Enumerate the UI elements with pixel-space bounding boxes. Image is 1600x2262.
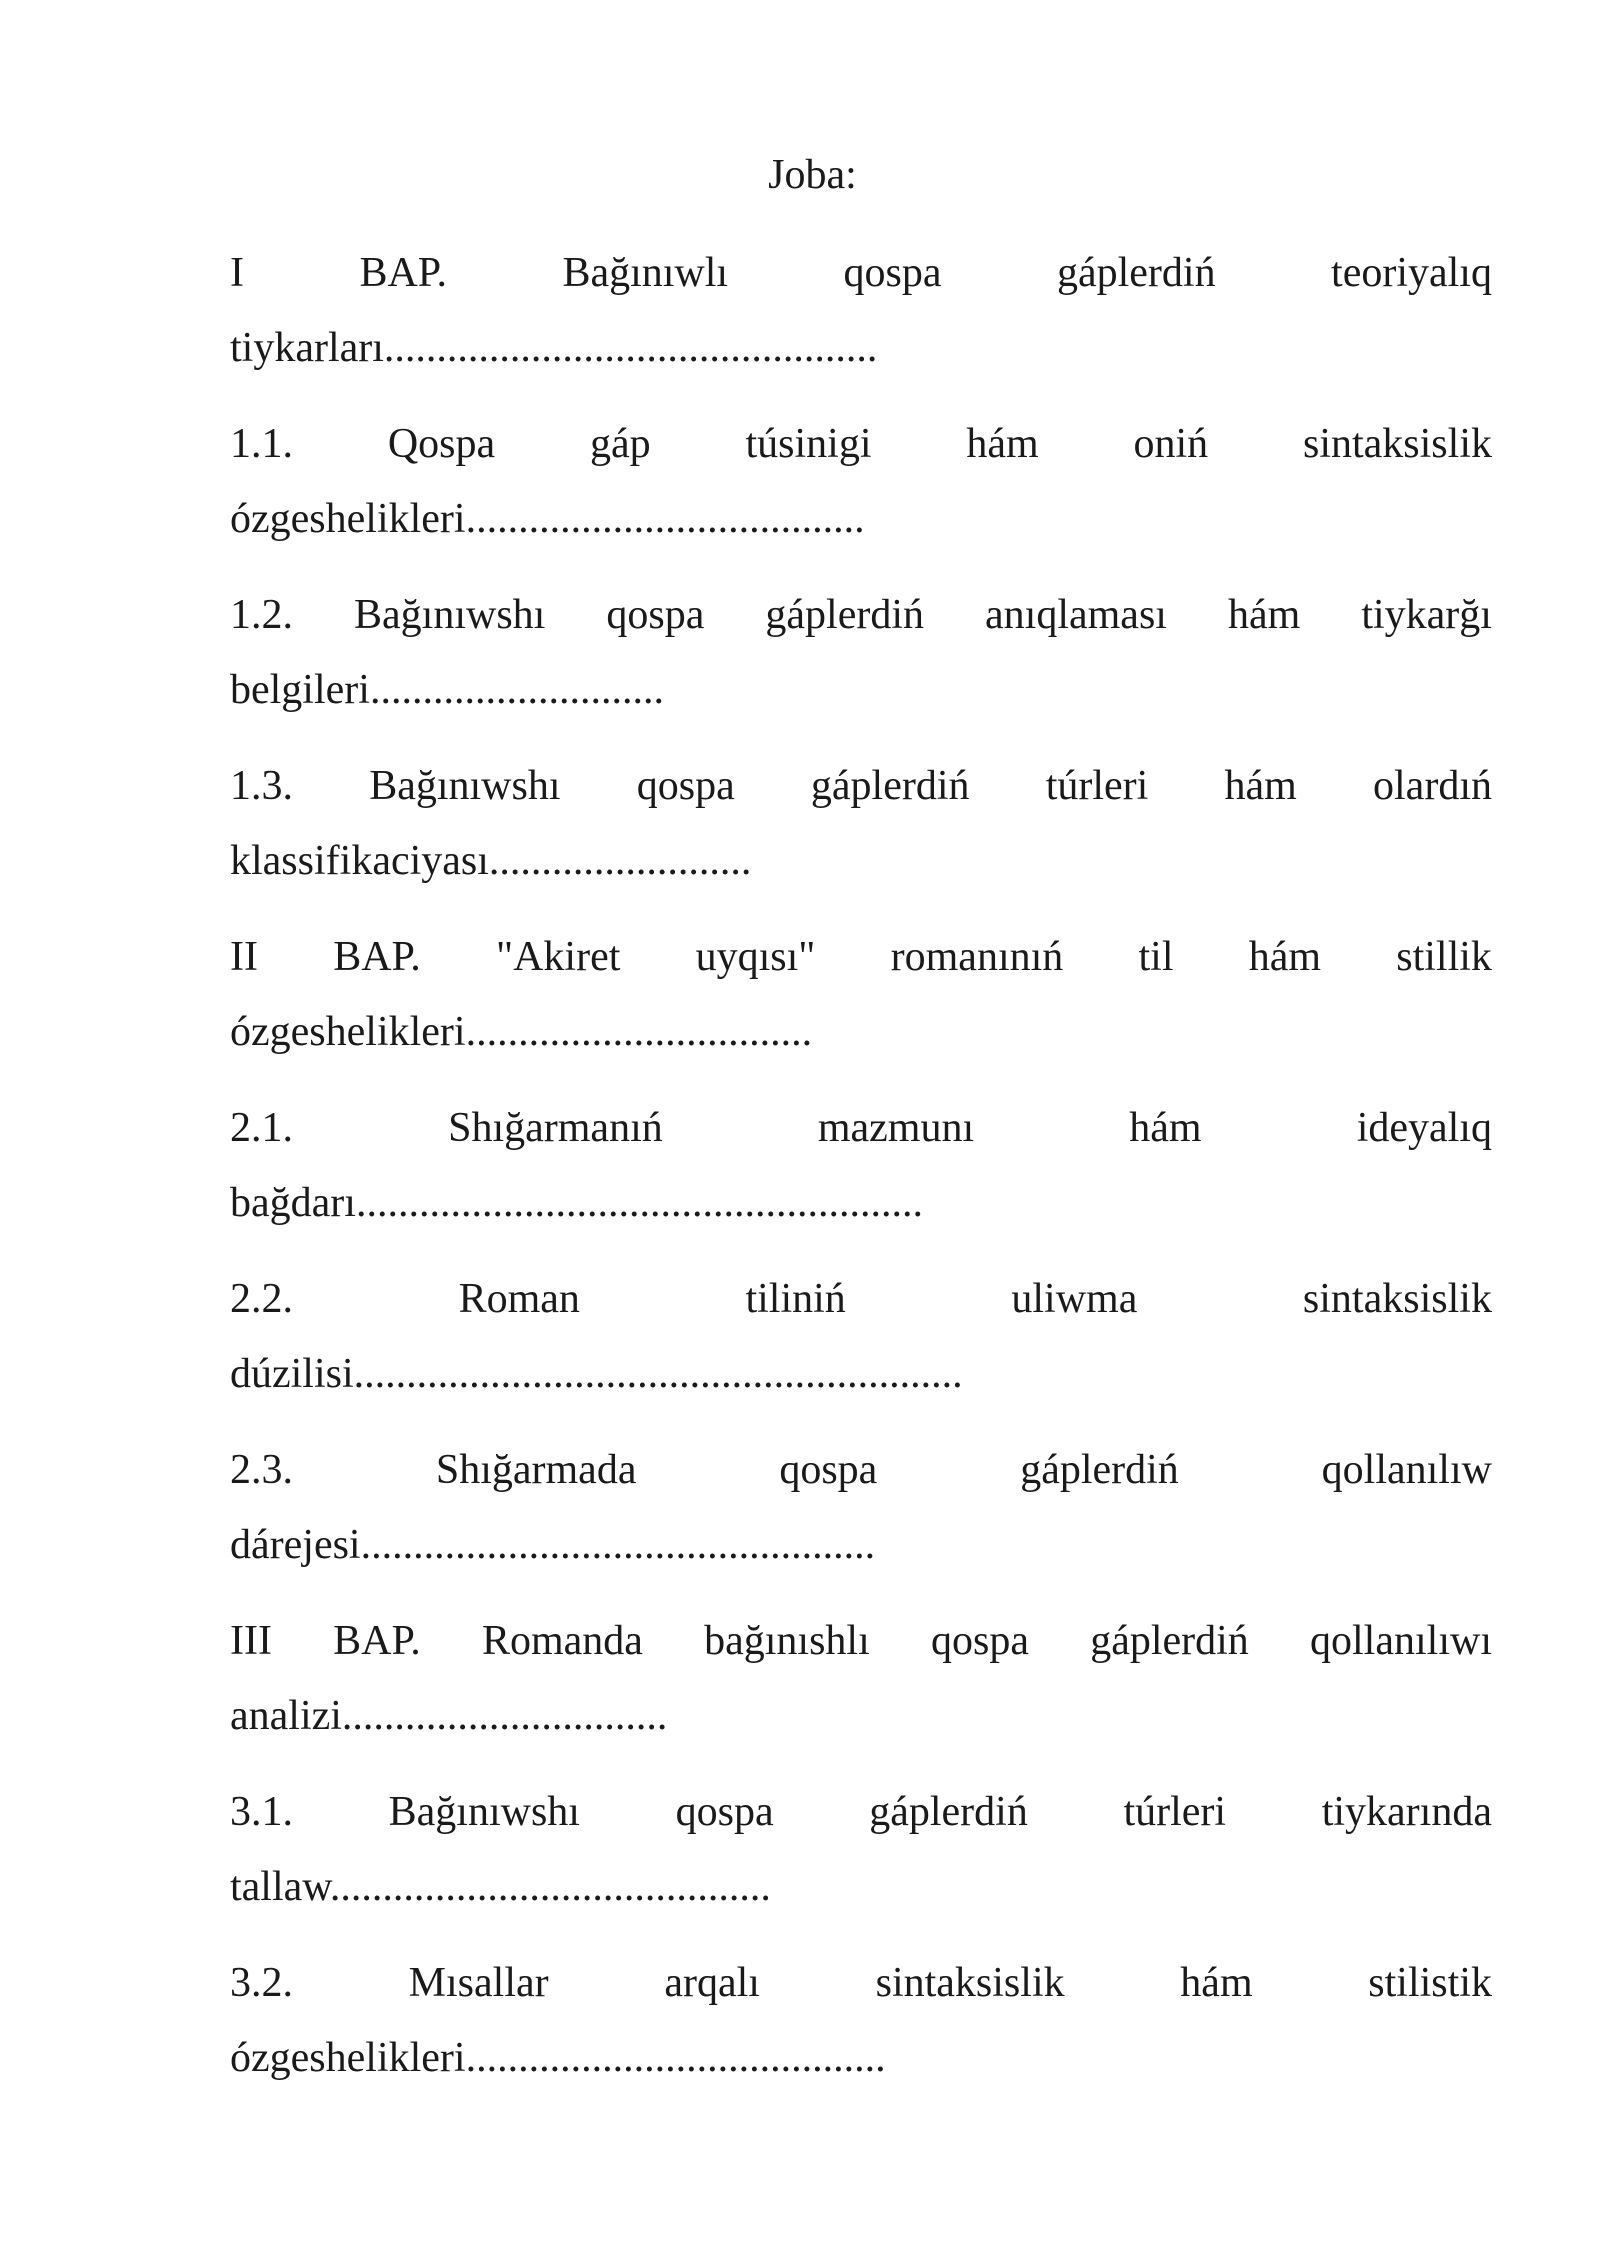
toc-entry-continuation: bağdarı...................................................... [230,1180,923,1226]
toc-entry [230,1958,1492,2129]
toc-entry-heading-line [230,248,1492,298]
toc-word: sintaksislik [1302,421,1492,467]
toc-word: hám [1224,763,1297,809]
toc-word: qospa [930,1618,1029,1664]
toc-word: "Akiret [495,934,621,980]
toc-word: oniń [1133,421,1209,467]
toc-word: gáplerdiń [765,592,924,638]
toc-word: I [230,250,244,296]
toc-entry-heading-line [230,1103,1492,1153]
toc-entry [230,1616,1492,1787]
toc-word: sintaksislik [1302,1276,1492,1322]
toc-entry [230,1274,1492,1445]
toc-word: gáplerdiń [1020,1447,1179,1493]
toc-entry-continuation: analizi............................... [230,1693,668,1739]
toc-entry-heading-line [230,1445,1492,1495]
toc-word: qospa [779,1447,878,1493]
toc-word: gáplerdiń [869,1789,1028,1835]
toc-entry-heading-line [230,761,1492,811]
toc-word: tiykarında [1321,1789,1492,1835]
toc-entry [230,590,1492,761]
toc-word: Bağınıwlı [562,250,729,296]
toc-word: stilistik [1368,1960,1492,2006]
toc-word: 2.1. [230,1105,293,1151]
toc-word: teoriyalıq [1331,250,1492,296]
toc-word: olardıń [1373,763,1492,809]
toc-entry-continuation: klassifikaciyası......................... [230,838,752,884]
toc-word: bağınıshlı [704,1618,870,1664]
toc-word: anıqlaması [985,592,1167,638]
toc-word: hám [1180,1960,1253,2006]
toc-word: Bağınıwshı [388,1789,580,1835]
toc-word: sintaksislik [875,1960,1065,2006]
toc-word: ideyalıq [1356,1105,1492,1151]
toc-word: gáplerdiń [1056,250,1216,296]
toc-word: gáp [589,421,651,467]
toc-entry [230,1445,1492,1616]
toc-word: 3.1. [230,1789,293,1835]
toc-word: qospa [606,592,705,638]
table-of-contents [230,248,1492,2129]
toc-entry [230,419,1492,590]
toc-entry [230,932,1492,1103]
toc-word: 1.3. [230,763,293,809]
toc-word: túsinigi [745,421,872,467]
toc-word: arqalı [664,1960,760,2006]
toc-entry-continuation: ózgeshelikleri................................. [230,1009,813,1055]
toc-entry-heading-line [230,590,1492,640]
toc-word: 2.2. [230,1276,293,1322]
toc-word: Roman [458,1276,580,1322]
toc-word: 1.2. [230,592,293,638]
toc-word: túrleri [1045,763,1149,809]
toc-entry-continuation: dúzilisi.......................................................... [230,1351,963,1397]
page-title: Joba: [768,152,857,198]
toc-word: hám [1248,934,1322,980]
toc-word: uyqısı" [695,934,816,980]
toc-word: BAP. [333,934,421,980]
toc-word: qollanılıw [1321,1447,1492,1493]
toc-entry [230,1103,1492,1274]
toc-word: Shığarmanıń [448,1105,663,1151]
toc-entry-continuation: tiykarları............................................... [230,325,878,371]
toc-entry-heading-line [230,1958,1492,2008]
toc-word: tiliniń [745,1276,846,1322]
toc-entry-heading-line [230,1274,1492,1324]
toc-word: til [1138,934,1174,980]
toc-word: BAP. [333,1618,421,1664]
toc-word: Romanda [481,1618,643,1664]
toc-word: Mısallar [408,1960,549,2006]
toc-entry [230,761,1492,932]
toc-entry [230,248,1492,419]
toc-word: qospa [843,250,942,296]
toc-word: stillik [1396,934,1492,980]
toc-word: qollanılıwı [1310,1618,1492,1664]
toc-word: III [230,1618,272,1664]
toc-word: hám [966,421,1039,467]
toc-word: II [230,934,258,980]
toc-word: Bağınıwshı [369,763,561,809]
toc-entry-continuation: tallaw.......................................... [230,1864,771,1910]
toc-entry-continuation: ózgeshelikleri........................................ [230,2035,886,2081]
toc-word: hám [1129,1105,1202,1151]
toc-entry [230,1787,1492,1958]
toc-word: romanınıń [890,934,1064,980]
toc-entry-continuation: belgileri............................ [230,667,664,713]
toc-entry-continuation: dárejesi................................................. [230,1522,876,1568]
toc-entry-continuation: ózgeshelikleri...................................... [230,496,865,542]
toc-entry-heading-line [230,1787,1492,1837]
toc-word: BAP. [359,250,447,296]
toc-word: Qospa [387,421,496,467]
toc-word: tiykarğı [1361,592,1492,638]
toc-entry-heading-line [230,419,1492,469]
toc-word: 1.1. [230,421,293,467]
toc-word: mazmunı [817,1105,975,1151]
toc-entry-heading-line [230,932,1492,982]
toc-word: qospa [636,763,735,809]
toc-word: uliwma [1011,1276,1138,1322]
toc-word: gáplerdiń [810,763,970,809]
toc-word: Bağınıwshı [354,592,546,638]
toc-entry-heading-line [230,1616,1492,1666]
toc-word: gáplerdiń [1090,1618,1249,1664]
toc-word: 2.3. [230,1447,293,1493]
toc-word: túrleri [1123,1789,1227,1835]
toc-word: qospa [675,1789,774,1835]
toc-word: Shığarmada [435,1447,637,1493]
toc-word: hám [1227,592,1301,638]
toc-word: 3.2. [230,1960,293,2006]
